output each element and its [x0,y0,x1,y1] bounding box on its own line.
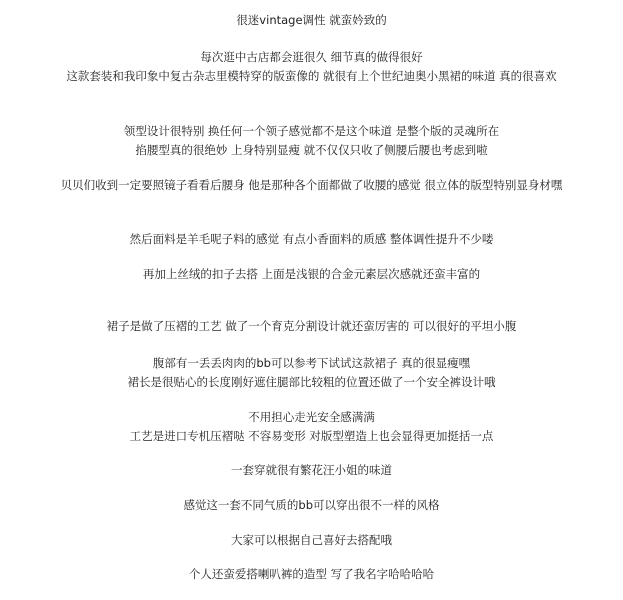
text-line: 不用担心走光安全感满满 [248,410,375,424]
text-line: 一套穿就很有繁花汪小姐的味道 [231,463,392,477]
text-line: 裙长是很贴心的长度刚好遮住腿部比较粗的位置还做了一个安全裤设计哦 [127,375,496,389]
text-line: 领型设计很特别 换任何一个领子感觉都不是这个味道 是整个版的灵魂所在 [123,124,500,138]
text-line: 工艺是进口专机压褶哒 不容易变形 对版型塑造上也会显得更加挺括一点 [129,429,494,443]
text-line: 再加上丝绒的扣子去搭 上面是浅银的合金元素层次感就还蛮丰富的 [142,267,481,281]
text-line: 很迷vintage调性 就蛮妗致的 [236,13,387,27]
text-line: 裙子是做了压褶的工艺 做了一个育克分割设计就还蛮厉害的 可以很好的平坦小腹 [106,319,517,333]
text-line: 这款套装和我印象中复古杂志里模特穿的版蛮像的 就很有上个世纪迪奥小黑裙的味道 真的很喜欢 [66,69,557,83]
text-line: 贝贝们收到一定要照镜子看看后腰身 他是那种各个面都做了收腰的感觉 很立体的版型特别显身材嘿 [60,178,563,192]
text-line: 感觉这一套不同气质的bb可以穿出很不一样的风格 [183,498,440,512]
text-line: 然后面料是羊毛呢子料的感觉 有点小香面料的质感 整体调性提升不少喽 [129,232,494,246]
text-line: 大家可以根据自己喜好去搭配哦 [231,533,392,547]
text-line: 掐腰型真的很绝妙 上身特别显瘦 就不仅仅只收了侧腰后腰也考虑到啦 [135,143,488,157]
text-line: 腹部有一丢丢肉肉的bb可以参考下试试这款裙子 真的很显瘦嘿 [152,356,471,370]
text-line: 每次逛中古店都会逛很久 细节真的做得很好 [200,50,423,64]
text-line: 个人还蛮爱搭喇叭裤的造型 写了我名字哈哈哈哈 [188,567,435,581]
